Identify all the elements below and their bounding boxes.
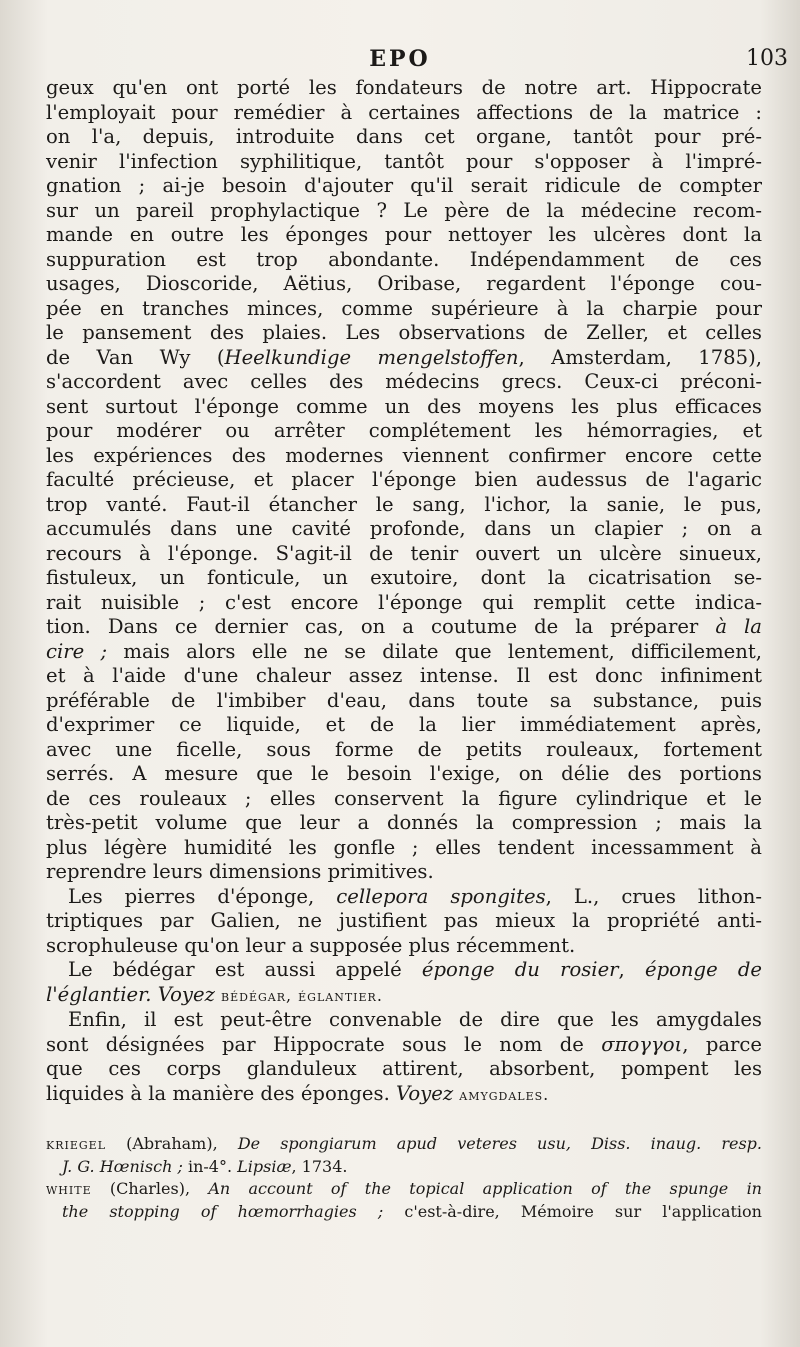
work-title: De spongiarum apud veteres usu, Diss. inaug. resp. <box>237 1134 763 1153</box>
text-line: venir l'infection syphilitique, tantôt pour s'opposer à l'impré- <box>46 149 762 173</box>
text-segment: , parce <box>682 1032 762 1056</box>
italic-term: à la <box>715 615 762 638</box>
text-line: rait nuisible ; c'est encore l'éponge qui remplit cette indica- <box>46 590 762 614</box>
text-segment: c'est-à-dire, Mémoire sur l'application <box>383 1201 762 1221</box>
text-line: trop vanté. Faut-il étancher le sang, l'ichor, la sanie, le pus, <box>46 492 762 516</box>
text-line: usages, Dioscoride, Aëtius, Oribase, regardent l'éponge cou- <box>46 272 762 295</box>
page-header <box>0 44 800 80</box>
text-segment: Les pierres d'éponge, <box>68 884 337 908</box>
reference-line <box>46 1133 762 1156</box>
cross-ref-target: bédégar, églantier. <box>214 985 383 1005</box>
work-title: the stopping of hœmorrhagies ; <box>62 1201 384 1221</box>
running-head: EPO <box>369 46 431 72</box>
reference-line <box>46 1201 762 1224</box>
text-line: pour modérer ou arrêter complétement les hémorragies, et <box>46 419 762 442</box>
cross-ref-target: amygdales. <box>453 1084 550 1104</box>
work-title: J. G. Hœnisch ; <box>62 1156 183 1176</box>
text-line: fistuleux, un fonticule, un exutoire, dont la cicatrisation se- <box>46 566 762 589</box>
text-segment: (Charles), <box>91 1179 209 1198</box>
text-line: geux qu'en ont porté les fondateurs de notre art. Hippocrate <box>46 76 762 99</box>
reference-line <box>46 1178 762 1201</box>
text-line: d'exprimer ce liquide, et de la lier immédiatement après, <box>46 713 762 736</box>
text-line <box>46 1082 762 1108</box>
text-line: le pansement des plaies. Les observations de Zeller, et celles <box>46 321 762 344</box>
text-segment: Le bédégar est aussi appelé <box>68 958 422 981</box>
text-line: on l'a, depuis, introduite dans cet organe, tantôt pour pré- <box>46 125 762 148</box>
text-line <box>46 615 762 640</box>
author-name: white <box>46 1179 92 1198</box>
place-name: Lipsiæ <box>237 1156 292 1176</box>
text-line: très-petit volume que leur a donnés la compression ; mais la <box>46 811 762 834</box>
author-name: kriegel <box>46 1134 106 1153</box>
text-line <box>46 346 762 371</box>
italic-term: l'églantier. <box>46 982 152 1006</box>
paragraph-4 <box>46 1008 762 1107</box>
reference-line <box>46 1156 762 1179</box>
text-line: triptiques par Galien, ne justifient pas mieux la propriété anti- <box>46 909 762 932</box>
text-segment: sont désignées par Hippocrate sous le nom de <box>46 1032 602 1056</box>
italic-term: éponge du rosier <box>421 958 619 981</box>
text-line: plus légère humidité les gonfle ; elles tendent incessamment à <box>46 835 762 859</box>
text-line: faculté précieuse, et placer l'éponge bien audessus de l'agaric <box>46 468 762 491</box>
text-segment: (Abraham), <box>106 1134 238 1153</box>
text-line: accumulés dans une cavité profonde, dans un clapier ; on a <box>46 517 762 540</box>
paragraph-3 <box>46 958 762 1008</box>
text-line <box>46 958 762 983</box>
text-line: sent surtout l'éponge comme un des moyens les plus efficaces <box>46 394 762 418</box>
text-segment: , 1734. <box>291 1156 348 1176</box>
text-line: scrophuleuse qu'on leur a supposée plus récemment. <box>46 933 576 957</box>
cross-ref-label: Voyez <box>396 1081 454 1105</box>
text-line: et à l'aide d'une chaleur assez intense. Il est donc infiniment <box>46 664 762 687</box>
text-line: que ces corps glanduleux attirent, absorbent, pompent les <box>46 1057 762 1080</box>
text-segment: tion. Dans ce dernier cas, on a coutume de la préparer <box>46 615 716 638</box>
italic-term: éponge de <box>644 958 762 981</box>
body-text <box>46 76 762 1107</box>
text-line: pée en tranches minces, comme supérieure à la charpie pour <box>46 296 762 320</box>
text-segment: de Van Wy ( <box>46 345 225 369</box>
text-segment: , Amsterdam, 1785), <box>518 345 762 369</box>
text-line: mande en outre les éponges pour nettoyer les ulcères dont la <box>46 223 762 246</box>
paragraph-1 <box>46 76 762 885</box>
bibliography <box>46 1133 762 1223</box>
book-title: Heelkundige mengelstoffen <box>224 345 519 369</box>
cross-ref-label: Voyez <box>151 982 215 1006</box>
text-line: avec une ficelle, sous forme de petits rouleaux, fortement <box>46 737 762 761</box>
text-line: Enfin, il est peut-être convenable de dire que les amygdales <box>68 1008 762 1031</box>
text-line: s'accordent avec celles des médecins grecs. Ceux-ci préconi- <box>46 370 762 393</box>
text-line: serrés. A mesure que le besoin l'exige, on délie des portions <box>46 762 762 785</box>
italic-term: cire ; <box>46 639 108 663</box>
text-line: les expériences des modernes viennent confirmer encore cette <box>46 443 762 467</box>
text-line: recours à l'éponge. S'agit-il de tenir ouvert un ulcère sinueux, <box>46 541 762 565</box>
text-line: préférable de l'imbiber d'eau, dans toute sa substance, puis <box>46 688 762 712</box>
page-number: 103 <box>746 46 788 71</box>
text-segment: in-4°. <box>182 1156 238 1176</box>
italic-term: cellepora spongites <box>336 884 546 908</box>
text-line: gnation ; ai-je besoin d'ajouter qu'il serait ridicule de compter <box>46 174 762 197</box>
text-segment: , L., crues lithon- <box>545 884 762 908</box>
work-title: An account of the topical application of the spunge in <box>208 1179 762 1198</box>
text-segment: liquides à la manière des éponges. <box>46 1081 397 1105</box>
greek-term: σπογγοι <box>601 1032 683 1056</box>
text-line <box>46 1033 762 1058</box>
text-line: reprendre leurs dimensions primitives. <box>46 860 434 883</box>
text-segment: , <box>618 958 645 981</box>
text-line: suppuration est trop abondante. Indépendamment de ces <box>46 247 762 271</box>
text-line <box>46 885 762 910</box>
paragraph-2 <box>46 885 762 959</box>
text-segment: mais alors elle ne se dilate que lentement, difficilement, <box>107 639 762 663</box>
text-line <box>46 640 762 665</box>
text-line: sur un pareil prophylactique ? Le père de la médecine recom- <box>46 198 762 222</box>
text-line <box>46 983 762 1009</box>
text-line: l'employait pour remédier à certaines affections de la matrice : <box>46 100 762 124</box>
text-line: de ces rouleaux ; elles conservent la figure cylindrique et le <box>46 786 762 810</box>
